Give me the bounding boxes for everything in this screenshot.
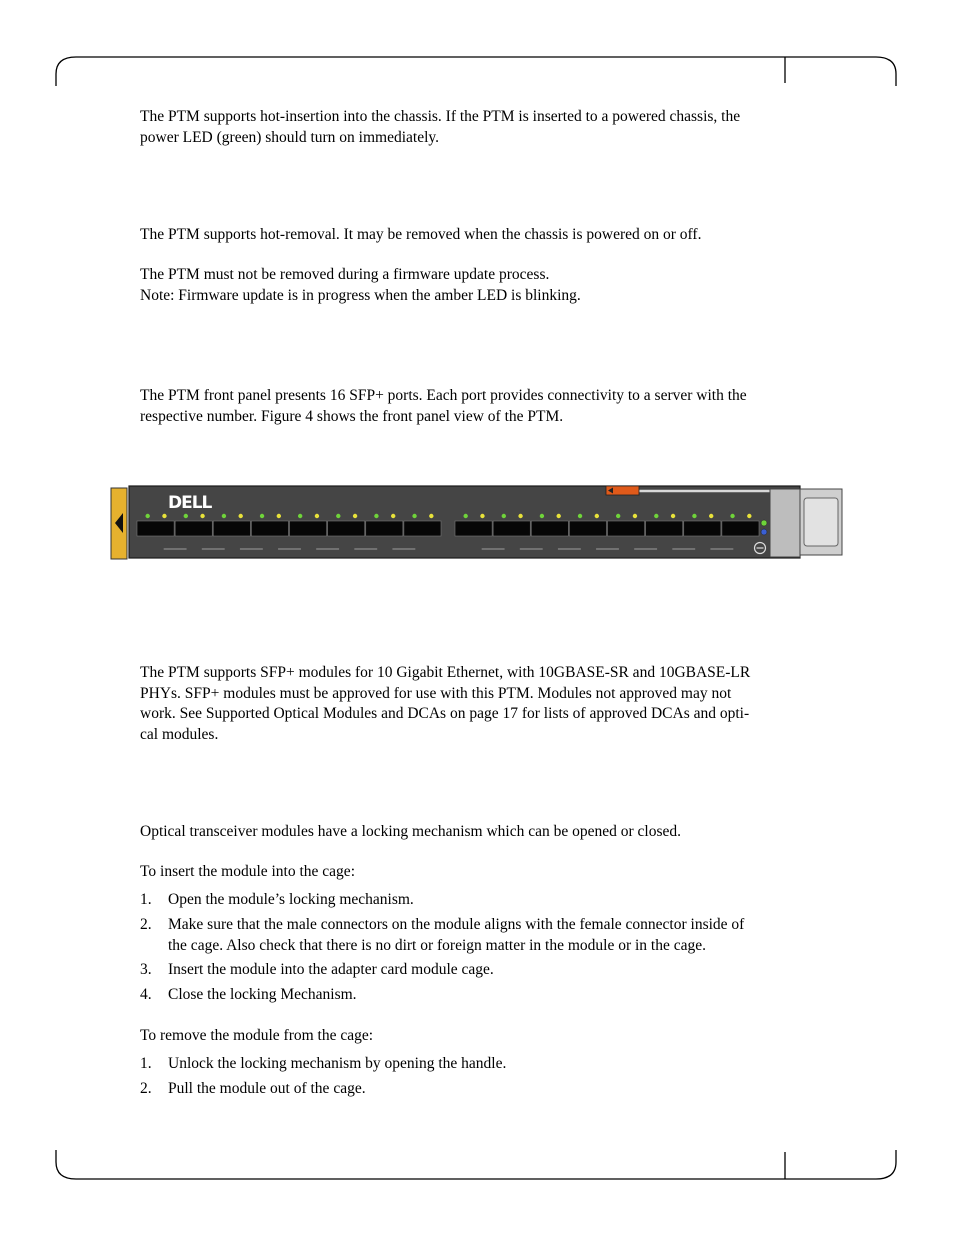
port-9-led-green [463, 514, 467, 518]
sfp-port-2[interactable] [175, 521, 212, 536]
sfp-line-2: PHYs. SFP+ modules must be approved for use with this PTM. Modules not approved may not [140, 684, 732, 702]
port-15-led-yellow [709, 514, 713, 518]
sfp-port-6[interactable] [328, 521, 365, 536]
port-13-led-yellow [633, 514, 637, 518]
sfp-port-5[interactable] [290, 521, 327, 536]
step-number: 2. [140, 1080, 152, 1097]
dell-logo: DELL [168, 493, 212, 513]
port-4-led-green [260, 514, 264, 518]
port-15-led-green [692, 514, 696, 518]
front-panel-line-1: The PTM front panel presents 16 SFP+ ports. Each port provides connectivity to a server with the [140, 387, 747, 404]
ptm-front-panel-figure [110, 485, 845, 563]
status-led-green [761, 520, 767, 526]
hot-insertion-line-2: power LED (green) should turn on immediately. [140, 128, 440, 146]
port-9-led-yellow [480, 514, 484, 518]
sfp-line-3: work. See Supported Optical Modules and DCAs on page 17 for lists of approved DCAs and opti- [140, 705, 750, 722]
port-11-led-yellow [557, 514, 561, 518]
status-led-blue [761, 529, 767, 535]
port-5-led-green [298, 514, 302, 518]
step-text-line-2: the cage. Also check that there is no dirt or foreign matter in the module or in the cage. [168, 936, 707, 954]
step-text: Pull the module out of the cage. [168, 1080, 366, 1097]
sfp-port-12[interactable] [569, 521, 606, 536]
sfp-port-7[interactable] [366, 521, 403, 536]
step-text: Unlock the locking mechanism by opening the handle. [168, 1055, 507, 1072]
port-13-led-green [616, 514, 620, 518]
step-text-line-1: Make sure that the male connectors on the module aligns with the female connector inside of [168, 916, 745, 933]
port-16-led-green [730, 514, 734, 518]
sfp-modules-paragraph [140, 663, 814, 745]
port-6-led-yellow [353, 514, 357, 518]
port-1-led-green [145, 514, 149, 518]
port-8-led-yellow [429, 514, 433, 518]
port-14-led-green [654, 514, 658, 518]
port-12-led-yellow [595, 514, 599, 518]
step-text: Close the locking Mechanism. [168, 986, 357, 1003]
step-text: Open the module’s locking mechanism. [168, 891, 414, 908]
hot-insertion-paragraph [140, 107, 814, 148]
sfp-line-1: The PTM supports SFP+ modules for 10 Gigabit Ethernet, with 10GBASE-SR and 10GBASE-LR [140, 664, 751, 681]
port-11-led-green [540, 514, 544, 518]
step-text: Insert the module into the adapter card module cage. [168, 961, 494, 978]
step-number: 2. [140, 916, 152, 933]
port-7-led-yellow [391, 514, 395, 518]
hot-insertion-line-1: The PTM supports hot-insertion into the chassis. If the PTM is inserted to a powered chassis, the [140, 108, 741, 125]
port-5-led-yellow [315, 514, 319, 518]
port-12-led-green [578, 514, 582, 518]
port-2-led-green [184, 514, 188, 518]
port-16-led-yellow [747, 514, 751, 518]
port-8-led-green [412, 514, 416, 518]
port-10-led-green [502, 514, 506, 518]
firmware-paragraph [140, 265, 814, 306]
step-number: 4. [140, 986, 152, 1003]
sfp-port-16[interactable] [722, 521, 759, 536]
sfp-port-14[interactable] [646, 521, 683, 536]
port-7-led-green [374, 514, 378, 518]
step-number: 1. [140, 1055, 152, 1072]
sfp-port-15[interactable] [684, 521, 721, 536]
locking-paragraph: Optical transceiver modules have a locking mechanism which can be opened or closed. [140, 823, 682, 840]
firmware-note: Note: Firmware update is in progress when the amber LED is blinking. [140, 286, 581, 304]
step-number: 1. [140, 891, 152, 908]
sfp-port-1[interactable] [137, 521, 174, 536]
sfp-port-13[interactable] [608, 521, 645, 536]
port-14-led-yellow [671, 514, 675, 518]
port-3-led-yellow [239, 514, 243, 518]
hot-removal-paragraph: The PTM supports hot-removal. It may be removed when the chassis is powered on or off. [140, 226, 702, 243]
port-6-led-green [336, 514, 340, 518]
sfp-port-4[interactable] [251, 521, 288, 536]
step-number: 3. [140, 961, 152, 978]
sfp-port-3[interactable] [213, 521, 250, 536]
firmware-warning: The PTM must not be removed during a firmware update process. [140, 266, 550, 283]
port-1-led-yellow [162, 514, 166, 518]
front-panel-line-2: respective number. Figure 4 shows the front panel view of the PTM. [140, 407, 564, 425]
sfp-port-9[interactable] [455, 521, 492, 536]
port-3-led-green [222, 514, 226, 518]
front-panel-paragraph [140, 386, 814, 427]
remove-intro: To remove the module from the cage: [140, 1027, 374, 1044]
insert-intro: To insert the module into the cage: [140, 863, 355, 880]
sfp-port-8[interactable] [404, 521, 441, 536]
step-text [168, 915, 814, 956]
sfp-port-11[interactable] [531, 521, 568, 536]
port-10-led-yellow [518, 514, 522, 518]
port-2-led-yellow [200, 514, 204, 518]
sfp-line-4: cal modules. [140, 725, 219, 743]
port-4-led-yellow [277, 514, 281, 518]
right-ejector [770, 489, 800, 557]
sfp-port-10[interactable] [493, 521, 530, 536]
